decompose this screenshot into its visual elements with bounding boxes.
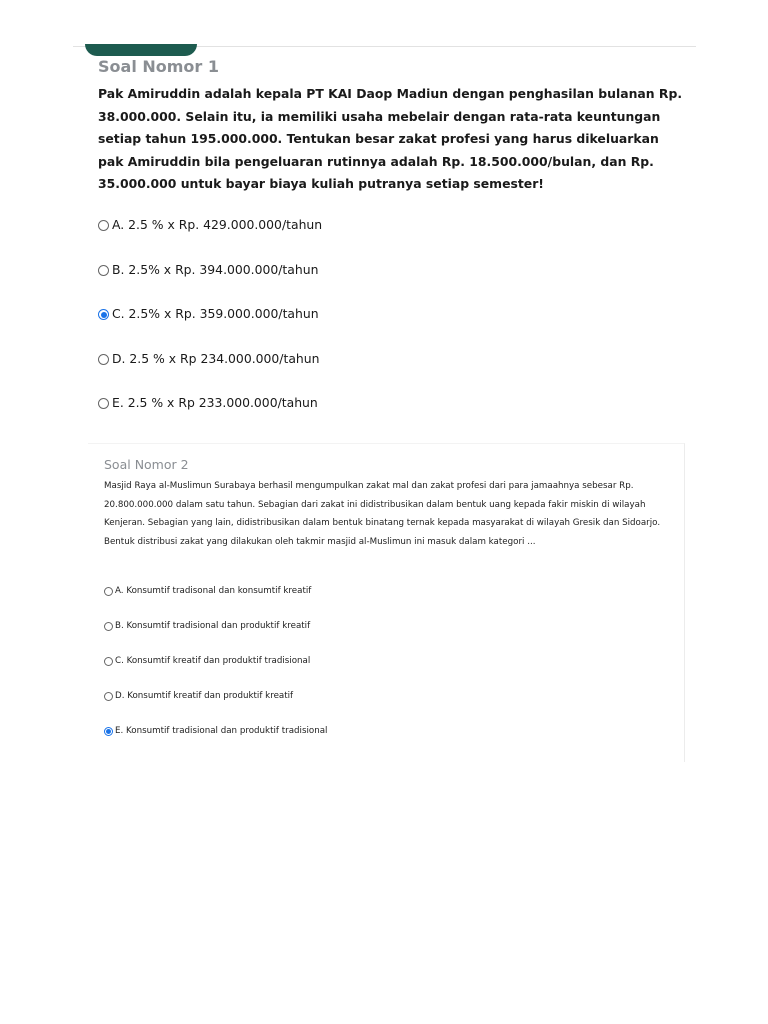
radio-button[interactable] [104,692,113,701]
radio-button[interactable] [98,265,109,276]
answer-option-e[interactable] [104,726,327,761]
answer-option-label: D. Konsumtif kreatif dan produktif kreatif [115,691,294,701]
answer-option-label: C. 2.5% x Rp. 359.000.000/tahun [112,306,319,321]
header-tab-decoration [85,44,197,56]
radio-button-selected[interactable] [98,309,109,320]
answer-option-label: E. Konsumtif tradisional dan produktif tradisional [115,726,328,736]
radio-button[interactable] [98,398,109,409]
answer-option-a[interactable] [104,586,327,621]
answer-option-label: B. Konsumtif tradisional dan produktif kreatif [115,621,311,631]
radio-button[interactable] [98,354,109,365]
radio-button[interactable] [104,587,113,596]
radio-button[interactable] [104,657,113,666]
answer-option-label: E. 2.5 % x Rp 233.000.000/tahun [112,395,318,410]
answer-option-c[interactable] [104,656,327,691]
answer-option-e[interactable] [98,395,322,440]
radio-button[interactable] [98,220,109,231]
answer-option-label: B. 2.5% x Rp. 394.000.000/tahun [112,261,319,277]
answer-option-d[interactable] [104,691,327,726]
answer-option-label: A. Konsumtif tradisonal dan konsumtif kreatif [115,586,312,596]
answer-option-b[interactable] [104,621,327,656]
radio-button-selected[interactable] [104,727,113,736]
answer-option-b[interactable] [98,262,322,307]
answer-options [98,217,322,440]
answer-option-a[interactable] [98,217,322,262]
answer-option-label: D. 2.5 % x Rp 234.000.000/tahun [112,350,320,366]
question-card-1 [73,46,696,427]
question-text: Pak Amiruddin adalah kepala PT KAI Daop Madiun dengan penghasilan bulanan Rp. 38.000.000. Selain itu, ia memiliki usaha mebelair dengan rata-rata keuntungan setiap tahun 195.000.000. Tentukan besar zakat profesi yang harus dikeluarkan pak Amiruddin bila pengeluaran rutinnya adalah Rp. 18.500.000/bulan, dan Rp. 35.000.000 untuk bayar biaya kuliah putranya setiap semester! [98,86,683,191]
radio-button[interactable] [104,622,113,631]
answer-option-label: C. Konsumtif kreatif dan produktif tradisional [115,656,311,666]
question-card-2 [88,443,685,762]
question-text: Masjid Raya al-Muslimun Surabaya berhasil mengumpulkan zakat mal dan zakat profesi dari para jamaahnya sebesar Rp. 20.800.000.000 dalam satu tahun. Sebagian dari zakat ini didistribusikan dalam bentuk uang kepada fakir miskin di wilayah Kenjeran. Sebagian yang lain, didistribusikan dalam bentuk binatang ternak kepada masyarakat di wilayah Gresik dan Sidoarjo. Bentuk distribusi zakat yang dilakukan oleh takmir masjid al-Muslimun ini masuk dalam kategori ... [104,481,661,547]
answer-option-c[interactable] [98,306,322,351]
answer-option-label: A. 2.5 % x Rp. 429.000.000/tahun [112,217,323,232]
question-title: Soal Nomor 2 [104,457,189,472]
answer-options [104,586,327,761]
answer-option-d[interactable] [98,351,322,396]
question-title: Soal Nomor 1 [98,57,220,76]
